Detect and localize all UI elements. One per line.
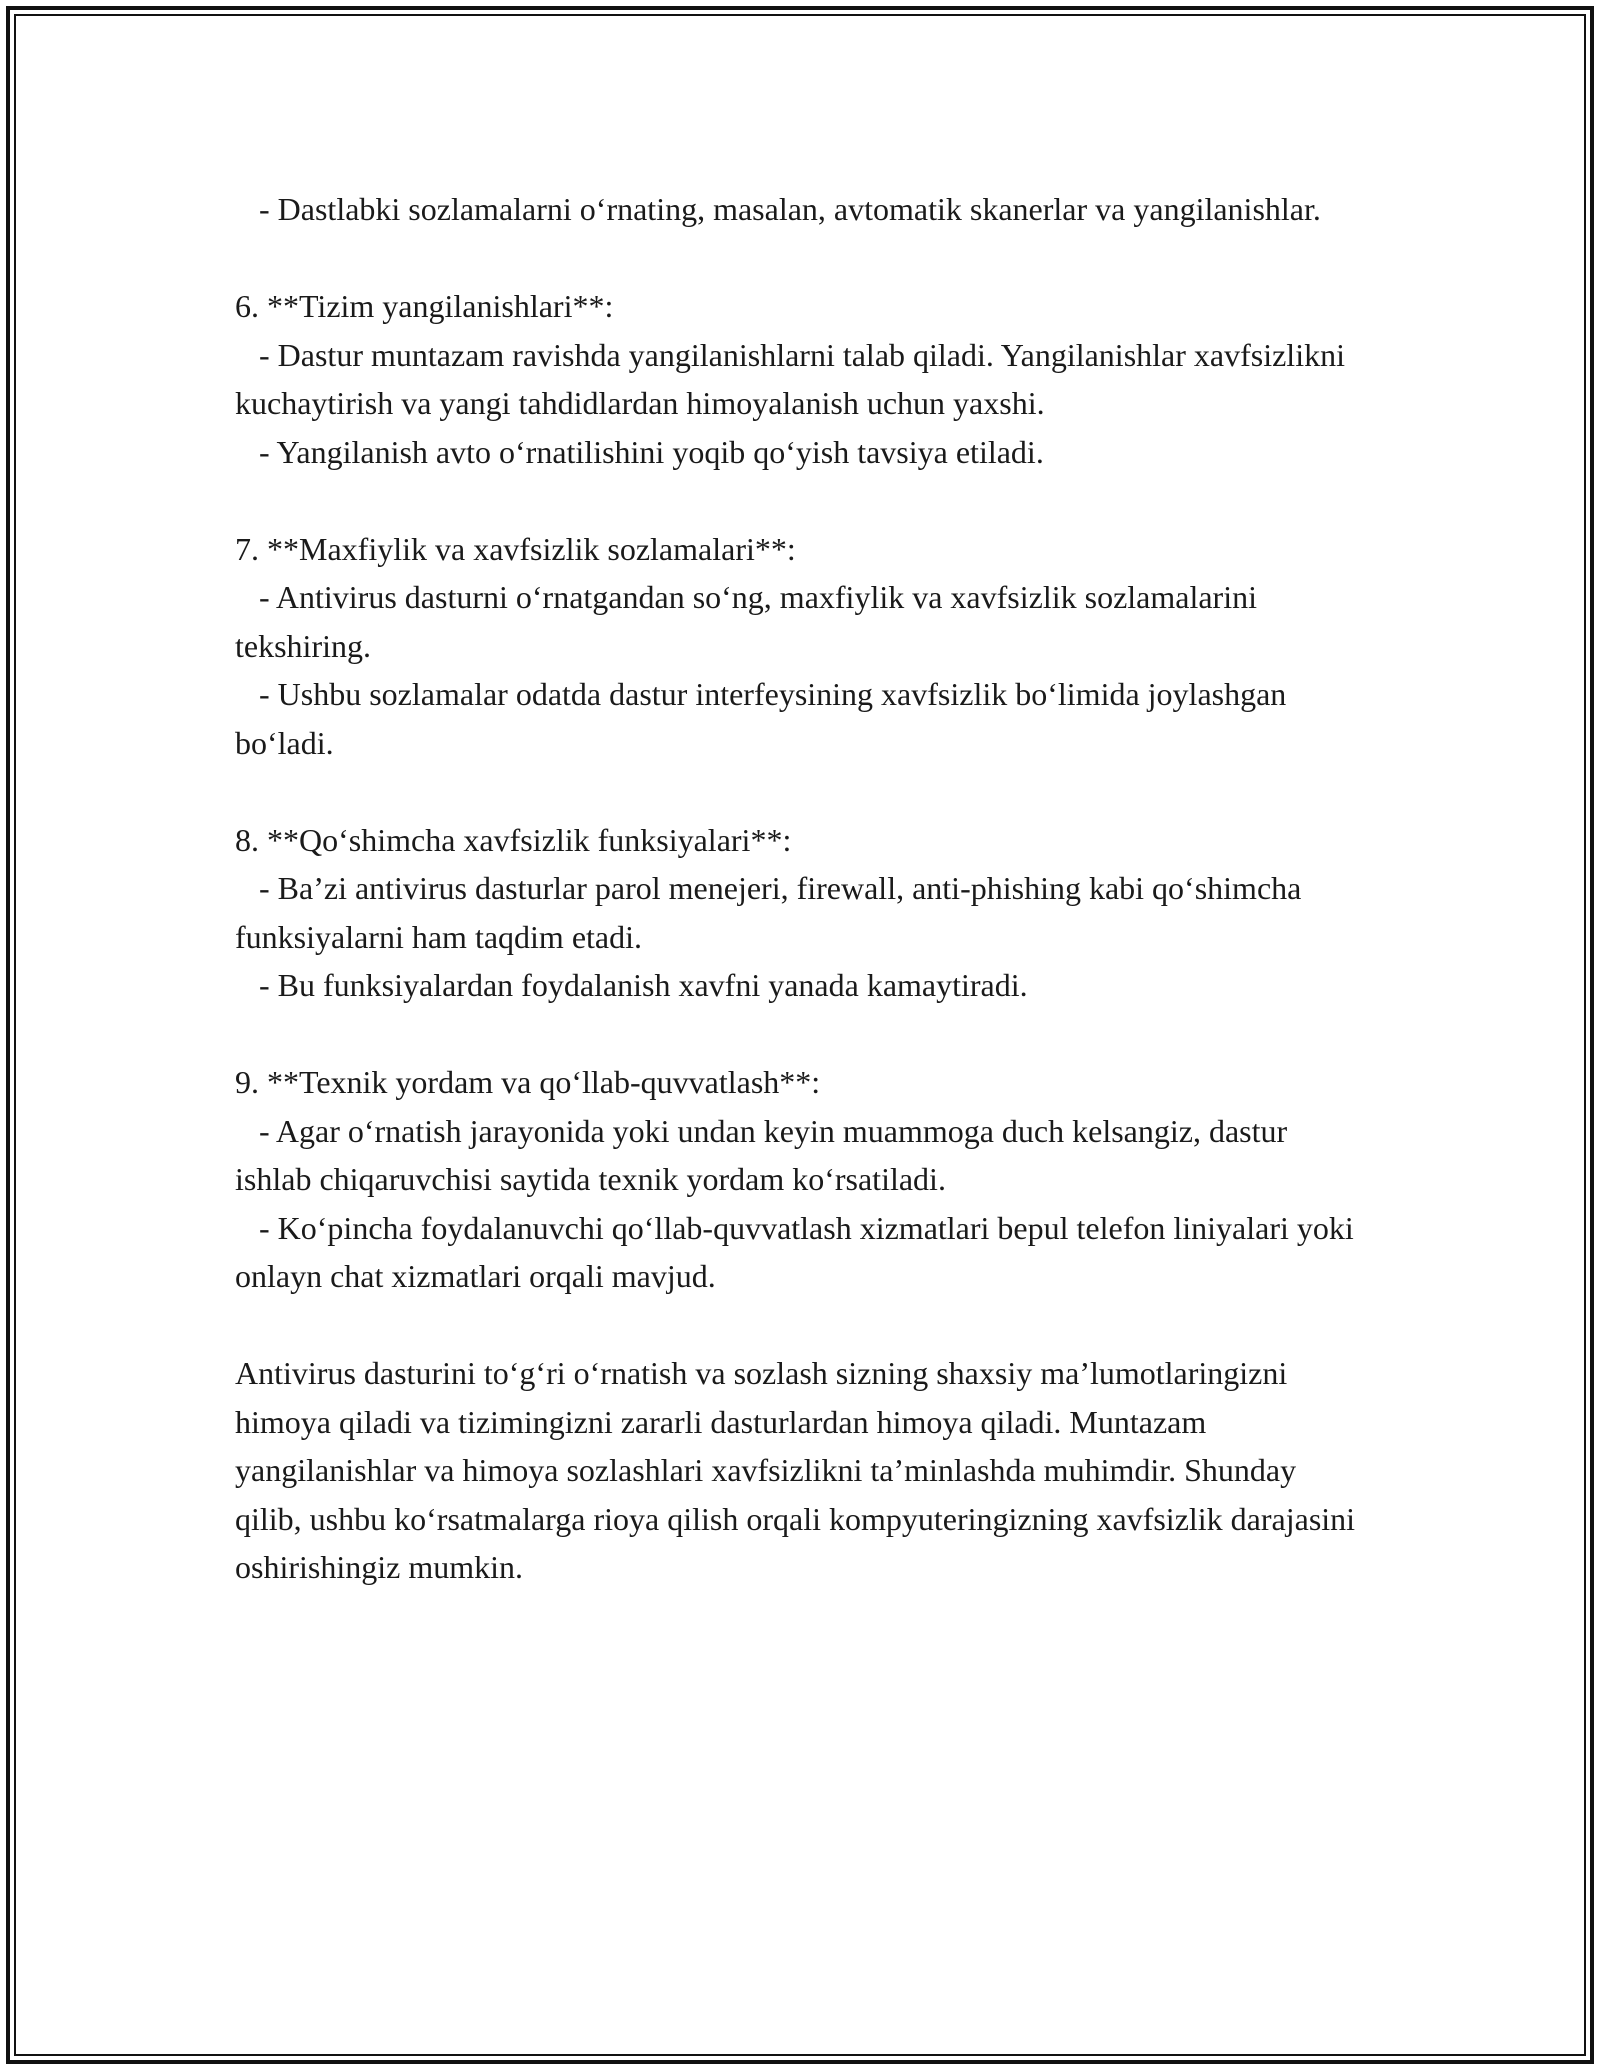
paragraph-gap: [235, 1010, 1365, 1059]
bullet-reduce-risk: - Bu funksiyalardan foydalanish xavfni yanada kamaytiradi.: [235, 967, 1028, 1003]
paragraph-gap: [235, 1301, 1365, 1350]
bullet-extra-features: - Ba’zi antivirus dasturlar parol menejeri, firewall, anti-phishing kabi qo‘shimcha funksiyalarni ham taqdim etadi.: [235, 870, 1310, 955]
bullet-updates-required: - Dastur muntazam ravishda yangilanishlarni talab qiladi. Yangilanishlar xavfsizlikni kuchaytirish va yangi tahdidlardan himoyalanish uchun yaxshi.: [235, 336, 1353, 421]
section-heading-9: 9. **Texnik yordam va qo‘llab-quvvatlash**:: [235, 1064, 821, 1100]
bullet-support-channels: - Ko‘pincha foydalanuvchi qo‘llab-quvvatlash xizmatlari bepul telefon liniyalari yoki onlayn chat xizmatlari orqali mavjud.: [235, 1209, 1362, 1294]
conclusion-paragraph: Antivirus dasturini to‘g‘ri o‘rnatish va sozlash sizning shaxsiy ma’lumotlaringizni himoya qiladi va tizimingizni zararli dasturlardan himoya qiladi. Muntazam yangilanishlar va himoya sozlashlari xavfsizlikni ta’minlashda muhimdir. Shunday qilib, ushbu ko‘rsatmalarga rioya qilish orqali kompyuteringizning xavfsizlik darajasini oshirishingiz mumkin.: [235, 1355, 1364, 1585]
bullet-settings-location: - Ushbu sozlamalar odatda dastur interfeysining xavfsizlik bo‘limida joylashgan bo‘ladi.: [235, 676, 1295, 761]
bullet-tech-support: - Agar o‘rnatish jarayonida yoki undan keyin muammoga duch kelsangiz, dastur ishlab chiqaruvchisi saytida texnik yordam ko‘rsatiladi.: [235, 1112, 1296, 1197]
section-heading-6: 6. **Tizim yangilanishlari**:: [235, 288, 614, 324]
section-heading-8: 8. **Qo‘shimcha xavfsizlik funksiyalari**:: [235, 821, 792, 858]
paragraph-gap: [235, 767, 1365, 816]
section-heading-7: 7. **Maxfiylik va xavfsizlik sozlamalari**:: [235, 530, 796, 567]
paragraph-gap: [235, 476, 1365, 525]
bullet-check-privacy: - Antivirus dasturni o‘rnatgandan so‘ng, maxfiylik va xavfsizlik sozlamalarini tekshiring.: [235, 579, 1265, 664]
bullet-auto-install: - Yangilanish avto o‘rnatilishini yoqib qo‘yish tavsiya etiladi.: [235, 433, 1044, 470]
paragraph-gap: [235, 234, 1365, 283]
bullet-initial-settings: - Dastlabki sozlamalarni o‘rnating, masalan, avtomatik skanerlar va yangilanishlar.: [235, 191, 1321, 227]
document-body: [235, 185, 1365, 1592]
